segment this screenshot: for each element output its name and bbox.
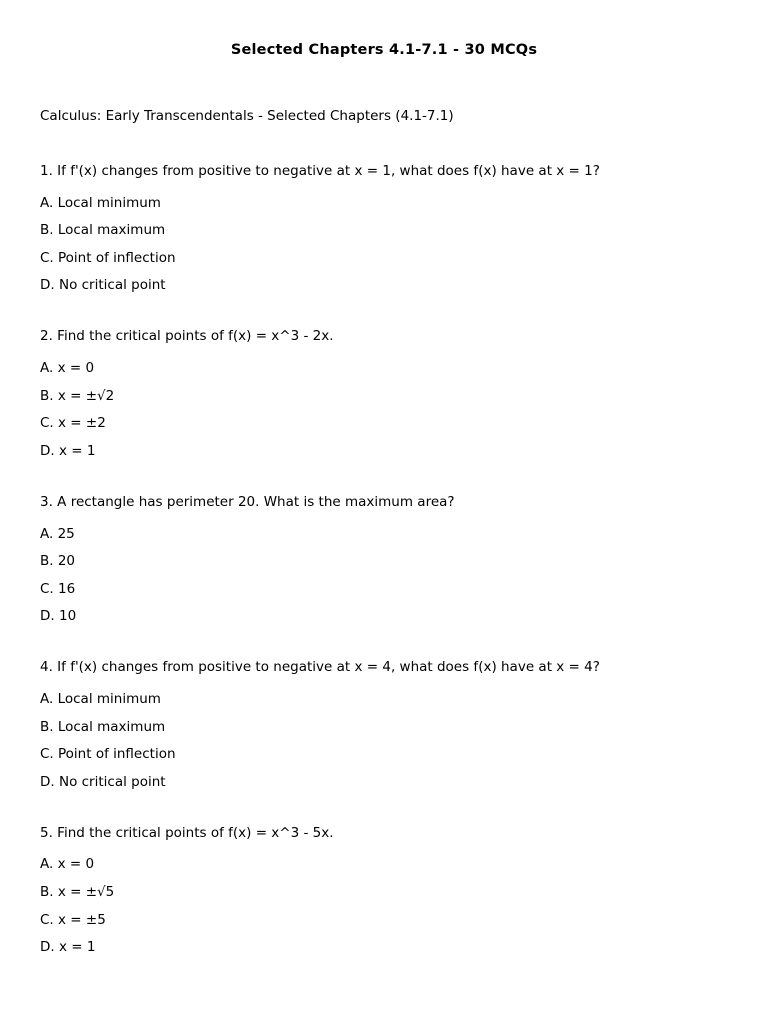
question-3	[40, 493, 740, 631]
question-stem: 5. Find the critical points of f(x) = x^3 - 5x.	[40, 824, 334, 841]
question-stem: 3. A rectangle has perimeter 20. What is the maximum area?	[40, 493, 455, 510]
question-4	[40, 658, 740, 796]
question-stem: 1. If f'(x) changes from positive to negative at x = 1, what does f(x) have at x = 1?	[40, 163, 600, 179]
answer-option-b: B. 20	[40, 553, 76, 570]
answer-option-d: D. x = 1	[40, 939, 96, 956]
answer-option-a: A. x = 0	[40, 856, 95, 873]
question-5	[40, 824, 740, 962]
answer-option-c: C. x = ±2	[40, 415, 106, 432]
answer-option-b: B. x = ±√5	[40, 884, 115, 901]
answer-option-d: D. No critical point	[40, 277, 166, 294]
question-stem: 4. If f'(x) changes from positive to negative at x = 4, what does f(x) have at x = 4?	[40, 659, 600, 676]
document-subtitle: Calculus: Early Transcendentals - Selected Chapters (4.1-7.1)	[40, 108, 454, 124]
answer-option-d: D. 10	[40, 608, 77, 625]
question-stem: 2. Find the critical points of f(x) = x^3 - 2x.	[40, 328, 334, 345]
answer-option-b: B. x = ±√2	[40, 387, 115, 404]
answer-option-c: C. 16	[40, 580, 76, 597]
question-list	[40, 162, 740, 989]
answer-option-c: C. Point of inflection	[40, 249, 176, 266]
answer-option-d: D. x = 1	[40, 442, 96, 459]
answer-option-a: A. x = 0	[40, 360, 95, 377]
answer-option-a: A. 25	[40, 525, 75, 542]
answer-option-d: D. No critical point	[40, 773, 166, 790]
answer-option-c: C. Point of inflection	[40, 746, 176, 763]
answer-option-a: A. Local minimum	[40, 691, 161, 707]
answer-option-c: C. x = ±5	[40, 911, 106, 928]
answer-option-b: B. Local maximum	[40, 222, 166, 239]
answer-option-b: B. Local maximum	[40, 718, 166, 735]
answer-option-a: A. Local minimum	[40, 194, 161, 211]
page-title: Selected Chapters 4.1-7.1 - 30 MCQs	[230, 42, 538, 58]
question-2	[40, 327, 740, 465]
question-1	[40, 162, 740, 300]
